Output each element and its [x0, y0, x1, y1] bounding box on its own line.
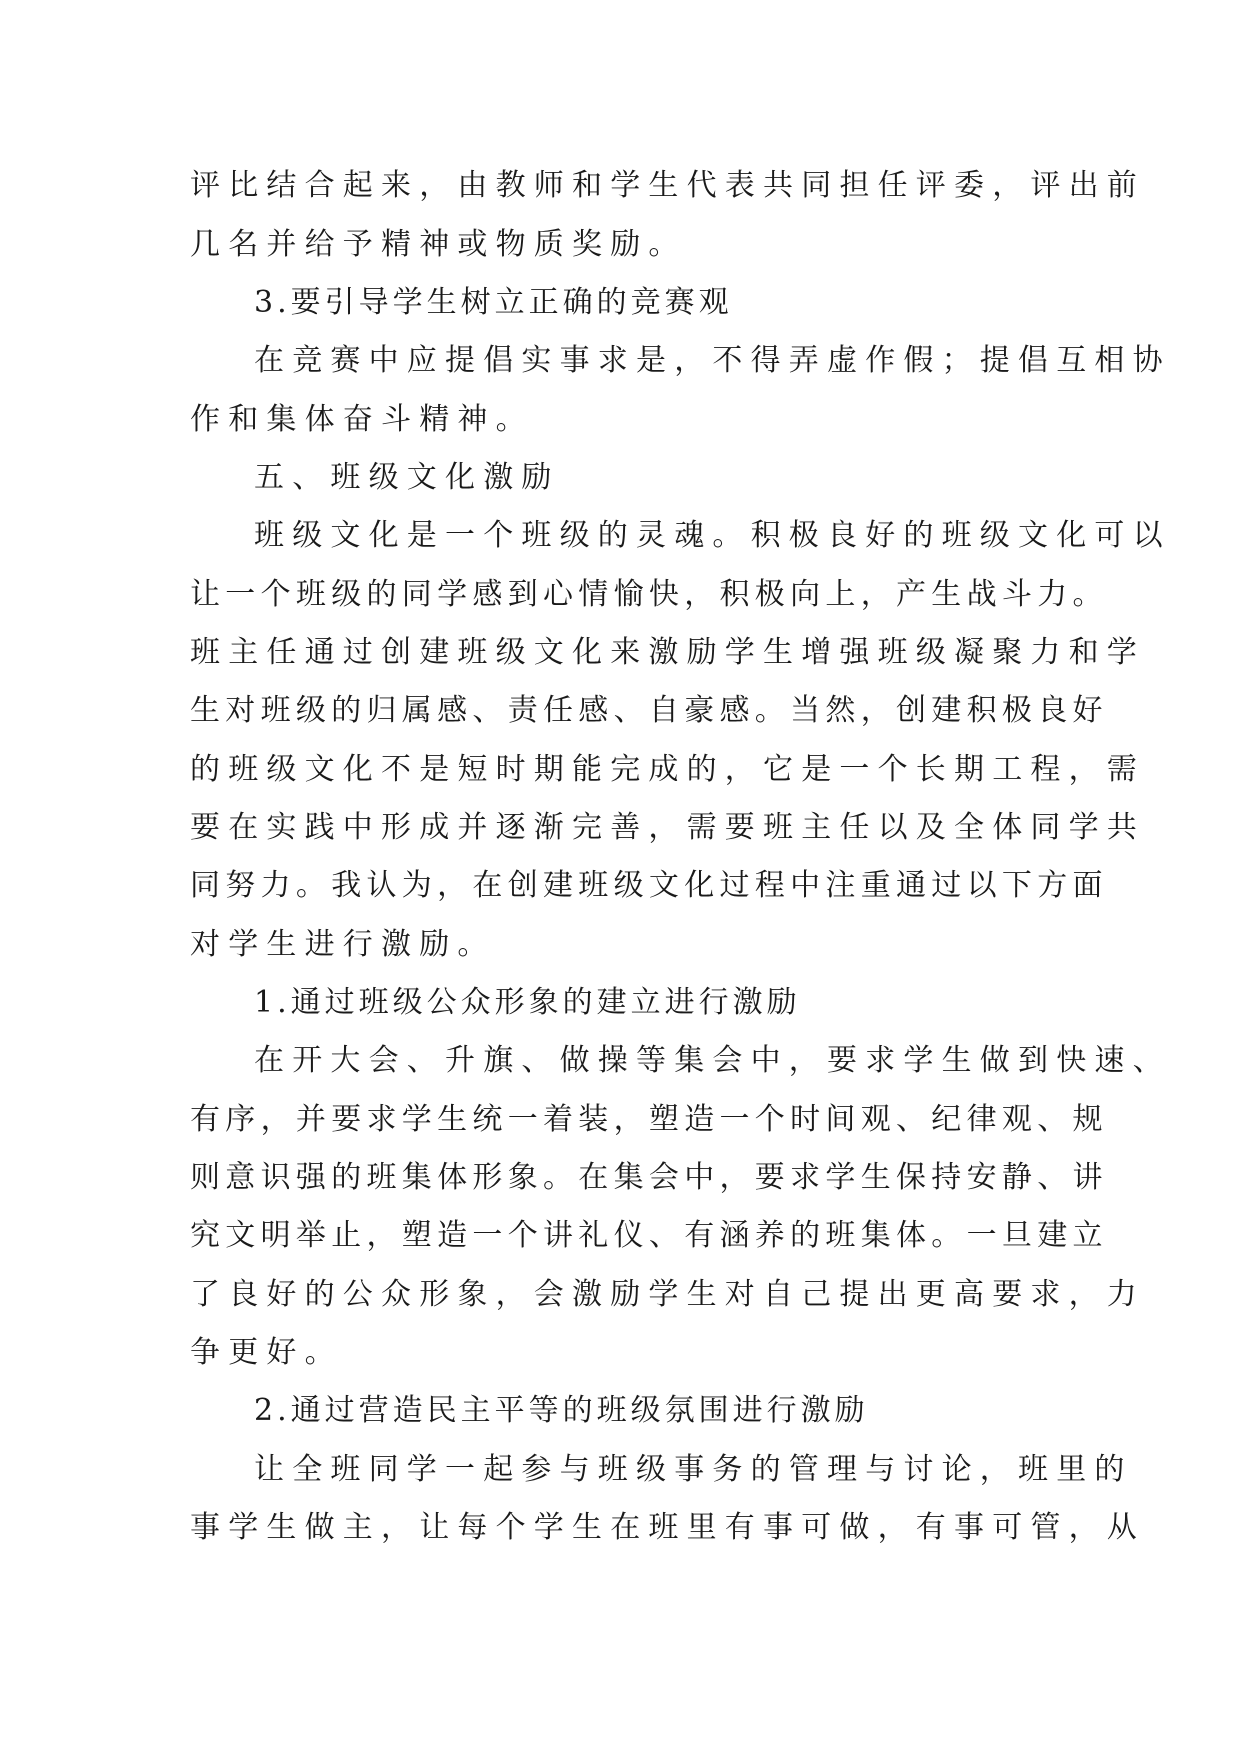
- body-text-line: 作和集体奋斗精神。: [190, 402, 534, 437]
- body-text-line: 争更好。: [190, 1335, 343, 1370]
- body-text-line: 评比结合起来，由教师和学生代表共同担任评委，评出前: [190, 168, 1145, 203]
- body-text-line: 在开大会、升旗、做操等集会中，要求学生做到快速、: [254, 1043, 1171, 1078]
- body-text-line: 班级文化是一个班级的灵魂。积极良好的班级文化可以: [254, 518, 1171, 553]
- section-heading: 3.要引导学生树立正确的竞赛观: [254, 285, 733, 320]
- body-text-line: 则意识强的班集体形象。在集会中，要求学生保持安静、讲: [190, 1160, 1108, 1195]
- body-text-line: 班主任通过创建班级文化来激励学生增强班级凝聚力和学: [190, 635, 1145, 670]
- body-text-line: 的班级文化不是短时期能完成的，它是一个长期工程，需: [190, 752, 1145, 787]
- body-text-line: 在竞赛中应提倡实事求是，不得弄虚作假；提倡互相协: [254, 343, 1171, 378]
- section-heading: 2.通过营造民主平等的班级氛围进行激励: [254, 1393, 869, 1428]
- body-text-line: 同努力。我认为，在创建班级文化过程中注重通过以下方面: [190, 868, 1108, 903]
- body-text-line: 几名并给予精神或物质奖励。: [190, 227, 687, 262]
- body-text-line: 生对班级的归属感、责任感、自豪感。当然，创建积极良好: [190, 693, 1108, 728]
- body-text-line: 究文明举止，塑造一个讲礼仪、有涵养的班集体。一旦建立: [190, 1218, 1108, 1253]
- section-heading: 1.通过班级公众形象的建立进行激励: [254, 985, 801, 1020]
- body-text-line: 有序，并要求学生统一着装，塑造一个时间观、纪律观、规: [190, 1102, 1108, 1137]
- body-text-line: 事学生做主，让每个学生在班里有事可做，有事可管，从: [190, 1510, 1145, 1545]
- body-text-line: 让全班同学一起参与班级事务的管理与讨论，班里的: [254, 1452, 1133, 1487]
- body-text-line: 了良好的公众形象，会激励学生对自己提出更高要求，力: [190, 1277, 1145, 1312]
- body-text-line: 让一个班级的同学感到心情愉快，积极向上，产生战斗力。: [190, 577, 1108, 612]
- body-text-line: 对学生进行激励。: [190, 927, 496, 962]
- body-text-line: 要在实践中形成并逐渐完善，需要班主任以及全体同学共: [190, 810, 1145, 845]
- section-heading: 五、班级文化激励: [254, 460, 560, 495]
